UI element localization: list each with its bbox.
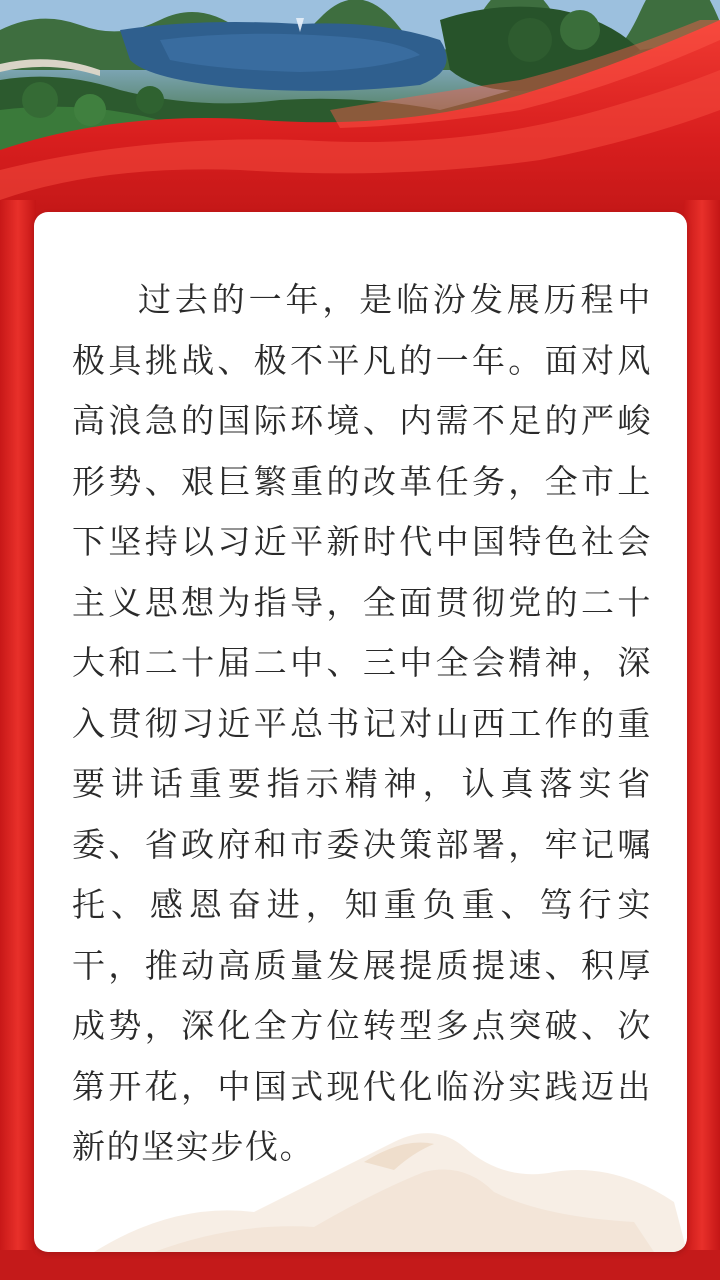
content-card	[34, 212, 687, 1252]
article-paragraph: 过去的一年，是临汾发展历程中极具挑战、极不平凡的一年。面对风高浪急的国际环境、内需不足的严峻形势、艰巨繁重的改革任务，全市上下坚持以习近平新时代中国特色社会主义思想为指导，全面贯彻党的二十大和二十届二中、三中全会精神，深入贯彻习近平总书记对山西工作的重要讲话重要指示精神，认真落实省委、省政府和市委决策部署，牢记嘱托、感恩奋进，知重负重、笃行实干，推动高质量发展提质提速、积厚成势，深化全方位转型多点突破、次第开花，中国式现代化临汾实践迈出新的坚实步伐。	[72, 280, 652, 1166]
